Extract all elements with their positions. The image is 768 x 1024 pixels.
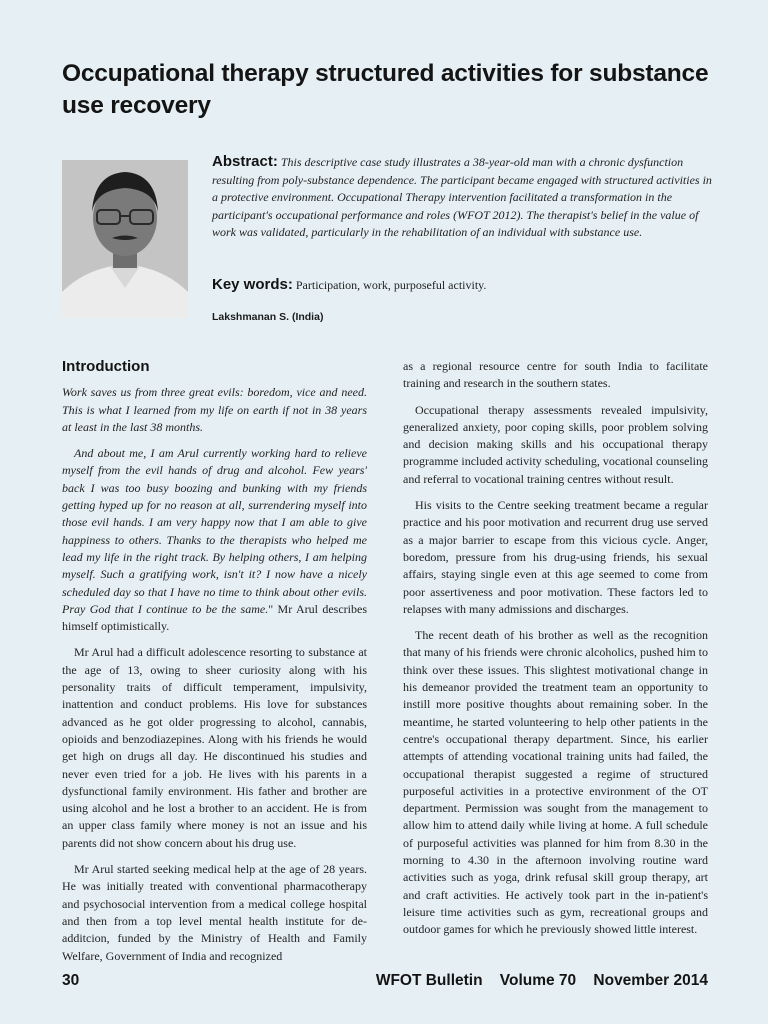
intro-quote-2-suffix: " Mr Arul describes himself optimistically. [62, 601, 368, 634]
right-paragraph-2: Occupational therapy assessments revealed impulsivity, generalized anxiety, poor coping skills, poor problem solving and decision making skills and his occupational therapy programme included activity scheduling, vocational counseling and referral to vocational training centres without result. [403, 402, 708, 486]
keywords [212, 276, 712, 293]
intro-paragraph-3: Mr Arul had a difficult adolescence resorting to substance at the age of 13, owing to sheer curiosity along with his personality traits of difficult temperament, impulsivity, inattention and conduct problems. His love for substances advanced as he got older progressing to alcohol, cannabis, opioids and benzodiazepines. Along with his friends he would get high on drugs all day. He discontinued his studies and never even tried for a job. He lives with his parents in a dysfunctional family environment. His father and brother are using alcohol and he lost a brother to an accident. He is from an upper class family where money is not an issue and his parents did not show concern about his drug use. [62, 645, 367, 850]
intro-paragraph-4: Mr Arul started seeking medical help at the age of 28 years. He was initially treated with conventional pharmacotherapy and psychosocial intervention from a medical college hospital and then from a top level mental health institute for de-additcion, funded by the Ministry of Health and Family Welfare, Government of India and recognized [62, 862, 367, 963]
page-number: 30 [62, 972, 80, 989]
journal-info: WFOT Bulletin Volume 70 November 2014 [375, 972, 708, 989]
right-column [403, 358, 708, 948]
page-footer [62, 972, 708, 994]
author-name: Lakshmanan S. (India) [212, 311, 324, 323]
keywords-label: Key words: [212, 276, 293, 293]
abstract-text: This descriptive case study illustrates a 38-year-old man with a chronic dysfunction resulting from poly-substance dependence. The participant became engaged with structured activities in a protective environment. Occupational Therapy intervention facilitated a transformation in the participant's occupational performance and roles (WFOT 2012). The therapist's belief in the value of work was validated, particularly in the rehabilitation of an individual with substance use. [212, 155, 712, 239]
abstract-label: Abstract: [212, 153, 278, 170]
intro-quote-1: Work saves us from three great evils: boredom, vice and need. This is what I learned from my life on earth if not in 38 years at least in the last 38 months. [62, 385, 367, 434]
right-paragraph-4: The recent death of his brother as well as the recognition that many of his friends were chronic alcoholics, pushed him to think over these issues. This slightest motivational change in his demeanor provided the treatment team an opportunity to instill more positive thoughts about remaining sober. In the meantime, he started volunteering to help other patients in the centre's occupational therapy department. Since, his earlier attempts of attending vocational training units had failed, the occupational therapist suggested a regime of structured purposeful activities in a protective environment of the OT department. Permission was sought from the management to allow him to attend daily while living at home. A full schedule of purposeful activities was planned for him from 8.30 in the morning to 4.30 in the afternoon involving routine ward activities such as yoga, drink refusal skill group therapy, art and craft activities. He actively took part in the in-patient's leisure time activities such as gym, recreational groups and outdoor games for which he previously showed little interest. [403, 628, 708, 937]
author-photo [62, 160, 188, 318]
left-column [62, 358, 367, 974]
intro-quote-2-text: And about me, I am Arul currently working hard to relieve myself from the evil hands of drug and alcohol. Few years' back I was too busy boozing and bunking with my friends getting hyped up for no reason at all, surrendering myself into those evil hands. I am very happy now that I am able to give happiness to others. Thanks to the therapists who helped me lead my life in the right track. By helping others, I am helping myself. Such a gratifying work, isn't it? I now have a nicely scheduled day so that I have no time to think about other evils. Pray God that I continue to be the same. [62, 446, 367, 616]
abstract [212, 153, 712, 242]
keywords-text: Participation, work, purposeful activity. [295, 278, 487, 292]
intro-quote-2 [62, 445, 367, 635]
article-title: Occupational therapy structured activities for substance use recovery [62, 60, 709, 119]
introduction-heading: Introduction [62, 358, 150, 375]
right-paragraph-3: His visits to the Centre seeking treatment became a regular practice and his poor motivation and recurrent drug use served as a major barrier to escape from this vicious cycle. Anger, boredom, pressure from his drug-using friends, his sexual affairs, staying single even at this age seemed to come from poor assertiveness and poor motivation. These factors led to relapses with many admissions and discharges. [403, 498, 708, 616]
right-paragraph-1: as a regional resource centre for south India to facilitate training and research in the southern states. [403, 359, 708, 391]
